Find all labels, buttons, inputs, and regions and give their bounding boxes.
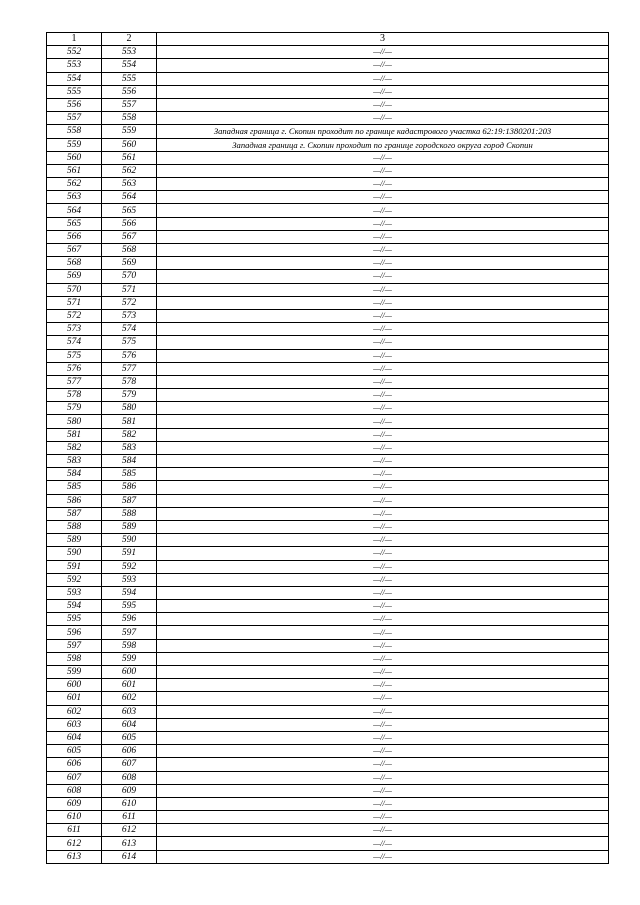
boundary-description-cell: —//— xyxy=(157,718,609,731)
point-from-cell: 570 xyxy=(47,283,102,296)
point-to-cell: 594 xyxy=(102,586,157,599)
table-row xyxy=(47,230,609,243)
table-row xyxy=(47,731,609,744)
column-header-2: 2 xyxy=(102,33,157,46)
point-from-cell: 560 xyxy=(47,151,102,164)
point-from-cell: 612 xyxy=(47,837,102,850)
point-to-cell: 604 xyxy=(102,718,157,731)
point-from-cell: 613 xyxy=(47,850,102,863)
point-from-cell: 577 xyxy=(47,375,102,388)
point-to-cell: 585 xyxy=(102,468,157,481)
point-from-cell: 591 xyxy=(47,560,102,573)
point-to-cell: 611 xyxy=(102,811,157,824)
boundary-description-cell: —//— xyxy=(157,455,609,468)
point-to-cell: 573 xyxy=(102,309,157,322)
boundary-description-cell: Западная граница г. Скопин проходит по границе кадастрового участка 62:19:1380201:203 xyxy=(157,125,609,138)
point-from-cell: 583 xyxy=(47,455,102,468)
point-from-cell: 569 xyxy=(47,270,102,283)
point-from-cell: 557 xyxy=(47,112,102,125)
point-from-cell: 575 xyxy=(47,349,102,362)
point-from-cell: 585 xyxy=(47,481,102,494)
point-from-cell: 580 xyxy=(47,415,102,428)
boundary-description-cell: —//— xyxy=(157,191,609,204)
table-row xyxy=(47,98,609,111)
boundary-description-cell: —//— xyxy=(157,797,609,810)
point-from-cell: 579 xyxy=(47,402,102,415)
table-row xyxy=(47,415,609,428)
point-to-cell: 578 xyxy=(102,375,157,388)
boundary-description-cell: —//— xyxy=(157,613,609,626)
point-to-cell: 587 xyxy=(102,494,157,507)
point-to-cell: 569 xyxy=(102,257,157,270)
point-from-cell: 594 xyxy=(47,600,102,613)
boundary-description-cell: —//— xyxy=(157,784,609,797)
point-from-cell: 578 xyxy=(47,389,102,402)
point-from-cell: 561 xyxy=(47,164,102,177)
boundary-description-cell: —//— xyxy=(157,441,609,454)
table-row xyxy=(47,547,609,560)
point-from-cell: 598 xyxy=(47,652,102,665)
point-to-cell: 560 xyxy=(102,138,157,151)
table-row xyxy=(47,309,609,322)
table-row xyxy=(47,402,609,415)
point-to-cell: 596 xyxy=(102,613,157,626)
table-row xyxy=(47,573,609,586)
table-row xyxy=(47,850,609,863)
table-row xyxy=(47,652,609,665)
point-from-cell: 584 xyxy=(47,468,102,481)
table-row xyxy=(47,125,609,138)
point-to-cell: 593 xyxy=(102,573,157,586)
table-row xyxy=(47,560,609,573)
table-row xyxy=(47,758,609,771)
point-to-cell: 580 xyxy=(102,402,157,415)
table-row xyxy=(47,191,609,204)
boundary-description-cell: —//— xyxy=(157,771,609,784)
boundary-description-cell: —//— xyxy=(157,481,609,494)
table-row xyxy=(47,626,609,639)
point-from-cell: 556 xyxy=(47,98,102,111)
boundary-description-cell: —//— xyxy=(157,296,609,309)
boundary-description-cell: —//— xyxy=(157,349,609,362)
boundary-description-cell: —//— xyxy=(157,59,609,72)
table-row xyxy=(47,112,609,125)
table-row xyxy=(47,46,609,59)
boundary-description-cell: —//— xyxy=(157,573,609,586)
table-row xyxy=(47,745,609,758)
point-to-cell: 564 xyxy=(102,191,157,204)
point-from-cell: 553 xyxy=(47,59,102,72)
point-from-cell: 562 xyxy=(47,178,102,191)
point-from-cell: 602 xyxy=(47,705,102,718)
boundary-description-cell: —//— xyxy=(157,666,609,679)
point-to-cell: 584 xyxy=(102,455,157,468)
point-to-cell: 583 xyxy=(102,441,157,454)
point-to-cell: 568 xyxy=(102,244,157,257)
point-from-cell: 593 xyxy=(47,586,102,599)
boundary-description-cell: —//— xyxy=(157,112,609,125)
boundary-description-cell: —//— xyxy=(157,362,609,375)
boundary-description-cell: —//— xyxy=(157,520,609,533)
point-to-cell: 565 xyxy=(102,204,157,217)
boundary-description-cell: —//— xyxy=(157,323,609,336)
point-to-cell: 582 xyxy=(102,428,157,441)
point-from-cell: 581 xyxy=(47,428,102,441)
boundary-description-cell: —//— xyxy=(157,164,609,177)
point-from-cell: 590 xyxy=(47,547,102,560)
point-to-cell: 562 xyxy=(102,164,157,177)
point-from-cell: 601 xyxy=(47,692,102,705)
point-to-cell: 556 xyxy=(102,85,157,98)
boundary-description-cell: —//— xyxy=(157,151,609,164)
boundary-description-cell: —//— xyxy=(157,217,609,230)
boundary-description-cell: —//— xyxy=(157,85,609,98)
point-to-cell: 608 xyxy=(102,771,157,784)
boundary-description-cell: —//— xyxy=(157,402,609,415)
point-from-cell: 589 xyxy=(47,534,102,547)
point-from-cell: 595 xyxy=(47,613,102,626)
point-to-cell: 601 xyxy=(102,679,157,692)
table-row xyxy=(47,797,609,810)
point-from-cell: 572 xyxy=(47,309,102,322)
table-row xyxy=(47,718,609,731)
boundary-description-cell: —//— xyxy=(157,679,609,692)
column-header-3: 3 xyxy=(157,33,609,46)
point-to-cell: 591 xyxy=(102,547,157,560)
point-to-cell: 605 xyxy=(102,731,157,744)
point-to-cell: 614 xyxy=(102,850,157,863)
table-row xyxy=(47,494,609,507)
column-header-1: 1 xyxy=(47,33,102,46)
point-to-cell: 610 xyxy=(102,797,157,810)
boundary-description-cell: —//— xyxy=(157,230,609,243)
boundary-description-cell: —//— xyxy=(157,178,609,191)
table-row xyxy=(47,164,609,177)
point-from-cell: 608 xyxy=(47,784,102,797)
boundary-description-cell: —//— xyxy=(157,639,609,652)
point-to-cell: 603 xyxy=(102,705,157,718)
point-to-cell: 576 xyxy=(102,349,157,362)
table-row xyxy=(47,244,609,257)
point-from-cell: 588 xyxy=(47,520,102,533)
point-to-cell: 557 xyxy=(102,98,157,111)
boundary-description-cell: —//— xyxy=(157,692,609,705)
table-row xyxy=(47,520,609,533)
boundary-description-cell: —//— xyxy=(157,283,609,296)
table-row xyxy=(47,349,609,362)
table-row xyxy=(47,600,609,613)
boundary-description-cell: —//— xyxy=(157,811,609,824)
point-to-cell: 613 xyxy=(102,837,157,850)
point-from-cell: 611 xyxy=(47,824,102,837)
boundary-description-cell: —//— xyxy=(157,244,609,257)
point-to-cell: 600 xyxy=(102,666,157,679)
table-row xyxy=(47,336,609,349)
point-from-cell: 554 xyxy=(47,72,102,85)
table-row xyxy=(47,323,609,336)
boundary-description-cell: —//— xyxy=(157,494,609,507)
table-header-row xyxy=(47,33,609,46)
point-to-cell: 574 xyxy=(102,323,157,336)
point-to-cell: 575 xyxy=(102,336,157,349)
point-from-cell: 571 xyxy=(47,296,102,309)
boundary-description-cell: —//— xyxy=(157,98,609,111)
table-row xyxy=(47,613,609,626)
point-from-cell: 599 xyxy=(47,666,102,679)
point-to-cell: 592 xyxy=(102,560,157,573)
table-row xyxy=(47,586,609,599)
point-from-cell: 582 xyxy=(47,441,102,454)
boundary-description-cell: —//— xyxy=(157,652,609,665)
point-from-cell: 605 xyxy=(47,745,102,758)
boundary-description-cell: —//— xyxy=(157,72,609,85)
point-to-cell: 607 xyxy=(102,758,157,771)
point-from-cell: 597 xyxy=(47,639,102,652)
boundary-description-cell: —//— xyxy=(157,850,609,863)
point-to-cell: 586 xyxy=(102,481,157,494)
table-row xyxy=(47,639,609,652)
table-row xyxy=(47,705,609,718)
table-row xyxy=(47,138,609,151)
point-to-cell: 609 xyxy=(102,784,157,797)
boundary-description-cell: —//— xyxy=(157,507,609,520)
point-to-cell: 598 xyxy=(102,639,157,652)
point-to-cell: 563 xyxy=(102,178,157,191)
table-row xyxy=(47,85,609,98)
point-to-cell: 589 xyxy=(102,520,157,533)
table-row xyxy=(47,771,609,784)
table-row xyxy=(47,692,609,705)
table-row xyxy=(47,428,609,441)
boundary-description-cell: —//— xyxy=(157,586,609,599)
boundary-description-cell: —//— xyxy=(157,270,609,283)
point-to-cell: 572 xyxy=(102,296,157,309)
boundary-description-cell: —//— xyxy=(157,837,609,850)
point-from-cell: 604 xyxy=(47,731,102,744)
table-row xyxy=(47,824,609,837)
point-from-cell: 609 xyxy=(47,797,102,810)
boundary-description-cell: —//— xyxy=(157,626,609,639)
point-to-cell: 581 xyxy=(102,415,157,428)
point-from-cell: 567 xyxy=(47,244,102,257)
table-row xyxy=(47,784,609,797)
point-to-cell: 570 xyxy=(102,270,157,283)
point-from-cell: 574 xyxy=(47,336,102,349)
point-from-cell: 566 xyxy=(47,230,102,243)
table-row xyxy=(47,534,609,547)
point-from-cell: 564 xyxy=(47,204,102,217)
boundary-description-cell: —//— xyxy=(157,309,609,322)
table-row xyxy=(47,296,609,309)
point-from-cell: 565 xyxy=(47,217,102,230)
point-to-cell: 599 xyxy=(102,652,157,665)
table-row xyxy=(47,468,609,481)
table-row xyxy=(47,204,609,217)
boundary-description-cell: —//— xyxy=(157,560,609,573)
point-from-cell: 606 xyxy=(47,758,102,771)
point-to-cell: 555 xyxy=(102,72,157,85)
table-row xyxy=(47,217,609,230)
boundary-description-cell: —//— xyxy=(157,46,609,59)
point-from-cell: 592 xyxy=(47,573,102,586)
boundary-description-cell: —//— xyxy=(157,375,609,388)
point-to-cell: 588 xyxy=(102,507,157,520)
point-from-cell: 596 xyxy=(47,626,102,639)
boundary-description-cell: —//— xyxy=(157,824,609,837)
table-row xyxy=(47,257,609,270)
boundary-description-cell: —//— xyxy=(157,758,609,771)
boundary-description-cell: —//— xyxy=(157,600,609,613)
table-row xyxy=(47,666,609,679)
point-to-cell: 561 xyxy=(102,151,157,164)
table-row xyxy=(47,270,609,283)
point-to-cell: 554 xyxy=(102,59,157,72)
boundary-description-cell: —//— xyxy=(157,389,609,402)
point-to-cell: 612 xyxy=(102,824,157,837)
point-from-cell: 587 xyxy=(47,507,102,520)
point-to-cell: 571 xyxy=(102,283,157,296)
point-to-cell: 567 xyxy=(102,230,157,243)
table-row xyxy=(47,441,609,454)
point-to-cell: 553 xyxy=(102,46,157,59)
table-row xyxy=(47,481,609,494)
point-from-cell: 573 xyxy=(47,323,102,336)
table-row xyxy=(47,72,609,85)
point-to-cell: 558 xyxy=(102,112,157,125)
boundary-description-cell: —//— xyxy=(157,428,609,441)
point-to-cell: 602 xyxy=(102,692,157,705)
boundary-description-cell: —//— xyxy=(157,336,609,349)
point-from-cell: 559 xyxy=(47,138,102,151)
point-to-cell: 595 xyxy=(102,600,157,613)
point-from-cell: 576 xyxy=(47,362,102,375)
boundary-description-cell: —//— xyxy=(157,547,609,560)
boundary-description-cell: —//— xyxy=(157,204,609,217)
point-to-cell: 597 xyxy=(102,626,157,639)
table-body xyxy=(47,46,609,864)
point-to-cell: 606 xyxy=(102,745,157,758)
point-to-cell: 590 xyxy=(102,534,157,547)
table-row xyxy=(47,679,609,692)
point-from-cell: 563 xyxy=(47,191,102,204)
boundary-description-cell: —//— xyxy=(157,257,609,270)
boundary-points-table xyxy=(46,32,609,864)
boundary-description-cell: —//— xyxy=(157,468,609,481)
point-to-cell: 579 xyxy=(102,389,157,402)
point-from-cell: 603 xyxy=(47,718,102,731)
point-from-cell: 568 xyxy=(47,257,102,270)
point-from-cell: 586 xyxy=(47,494,102,507)
boundary-description-cell: —//— xyxy=(157,705,609,718)
table-row xyxy=(47,375,609,388)
table-row xyxy=(47,178,609,191)
table-row xyxy=(47,811,609,824)
table-row xyxy=(47,507,609,520)
table-row xyxy=(47,455,609,468)
point-from-cell: 555 xyxy=(47,85,102,98)
table-row xyxy=(47,389,609,402)
point-to-cell: 566 xyxy=(102,217,157,230)
point-to-cell: 577 xyxy=(102,362,157,375)
point-from-cell: 607 xyxy=(47,771,102,784)
table-row xyxy=(47,837,609,850)
point-from-cell: 558 xyxy=(47,125,102,138)
table-row xyxy=(47,59,609,72)
boundary-description-cell: —//— xyxy=(157,731,609,744)
boundary-description-cell: —//— xyxy=(157,415,609,428)
boundary-description-cell: Западная граница г. Скопин проходит по границе городского округа город Скопин xyxy=(157,138,609,151)
point-to-cell: 559 xyxy=(102,125,157,138)
point-from-cell: 600 xyxy=(47,679,102,692)
boundary-description-cell: —//— xyxy=(157,745,609,758)
point-from-cell: 610 xyxy=(47,811,102,824)
table-row xyxy=(47,362,609,375)
table-row xyxy=(47,151,609,164)
table-row xyxy=(47,283,609,296)
boundary-description-cell: —//— xyxy=(157,534,609,547)
point-from-cell: 552 xyxy=(47,46,102,59)
